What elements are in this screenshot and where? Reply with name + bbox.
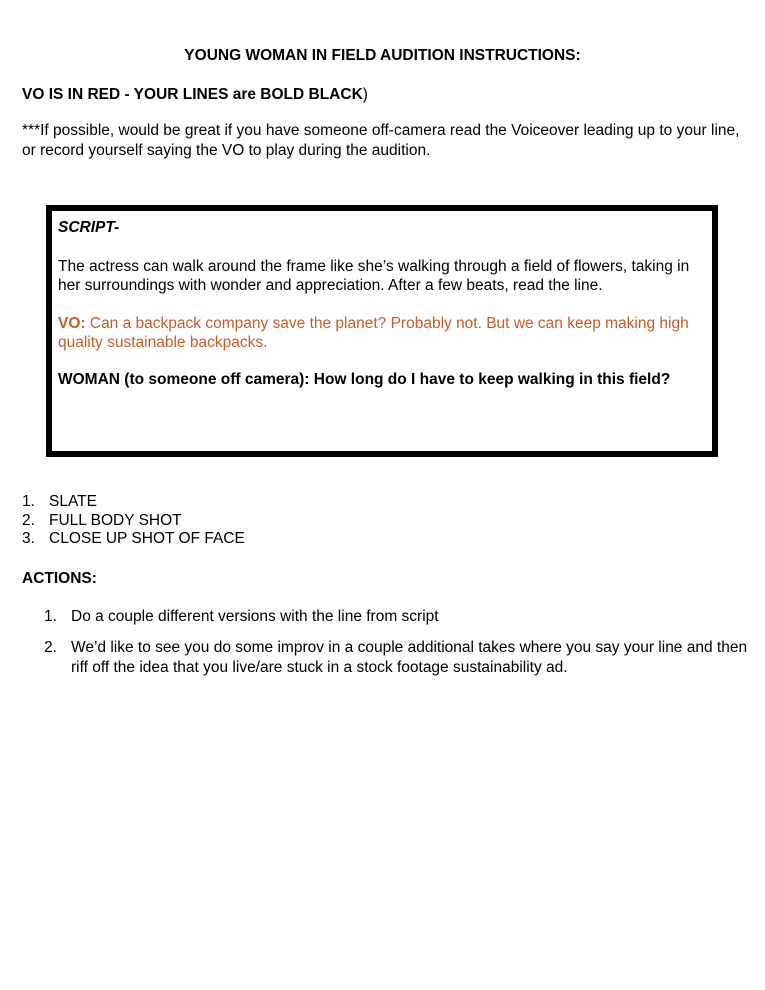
shot-list bbox=[22, 493, 245, 549]
shot-item bbox=[22, 530, 245, 549]
color-legend-bold: VO IS IN RED - YOUR LINES are BOLD BLACK bbox=[22, 86, 363, 103]
script-woman-line: WOMAN (to someone off camera): How long do I have to keep walking in this field? bbox=[58, 371, 671, 388]
action-item bbox=[44, 607, 754, 627]
shot-item bbox=[22, 512, 245, 531]
shot-number: 3. bbox=[22, 530, 35, 547]
voiceover-note: ***If possible, would be great if you have someone off-camera read the Voiceover leading up to your line, or record yourself saying the VO to play during the audition. bbox=[22, 122, 740, 159]
shot-number: 1. bbox=[22, 493, 35, 510]
action-number: 2. bbox=[44, 639, 57, 656]
page-title: YOUNG WOMAN IN FIELD AUDITION INSTRUCTIONS: bbox=[184, 47, 581, 64]
action-item bbox=[44, 638, 754, 678]
color-legend-tail: ) bbox=[362, 86, 368, 103]
script-voiceover bbox=[58, 314, 708, 352]
actions-list bbox=[44, 607, 754, 689]
color-legend bbox=[22, 86, 368, 104]
action-number: 1. bbox=[44, 608, 57, 625]
script-box bbox=[46, 205, 718, 457]
vo-text: Can a backpack company save the planet? Probably not. But we can keep making high quality sustainable backpacks. bbox=[58, 315, 689, 351]
action-text: We’d like to see you do some improv in a couple additional takes where you say your line and then riff off the idea that you live/are stuck in a stock footage sustainability ad. bbox=[71, 639, 748, 676]
script-heading: SCRIPT- bbox=[58, 219, 120, 236]
shot-label: SLATE bbox=[49, 493, 97, 510]
shot-label: CLOSE UP SHOT OF FACE bbox=[49, 530, 245, 547]
actions-heading: ACTIONS: bbox=[22, 570, 97, 587]
shot-number: 2. bbox=[22, 511, 35, 529]
shot-label: FULL BODY SHOT bbox=[49, 511, 182, 529]
action-text: Do a couple different versions with the line from script bbox=[71, 608, 439, 625]
vo-label: VO: bbox=[58, 315, 86, 332]
script-description: The actress can walk around the frame like she’s walking through a field of flowers, taking in her surroundings with wonder and appreciation. After a few beats, read the line. bbox=[58, 258, 690, 294]
shot-item bbox=[22, 493, 245, 512]
